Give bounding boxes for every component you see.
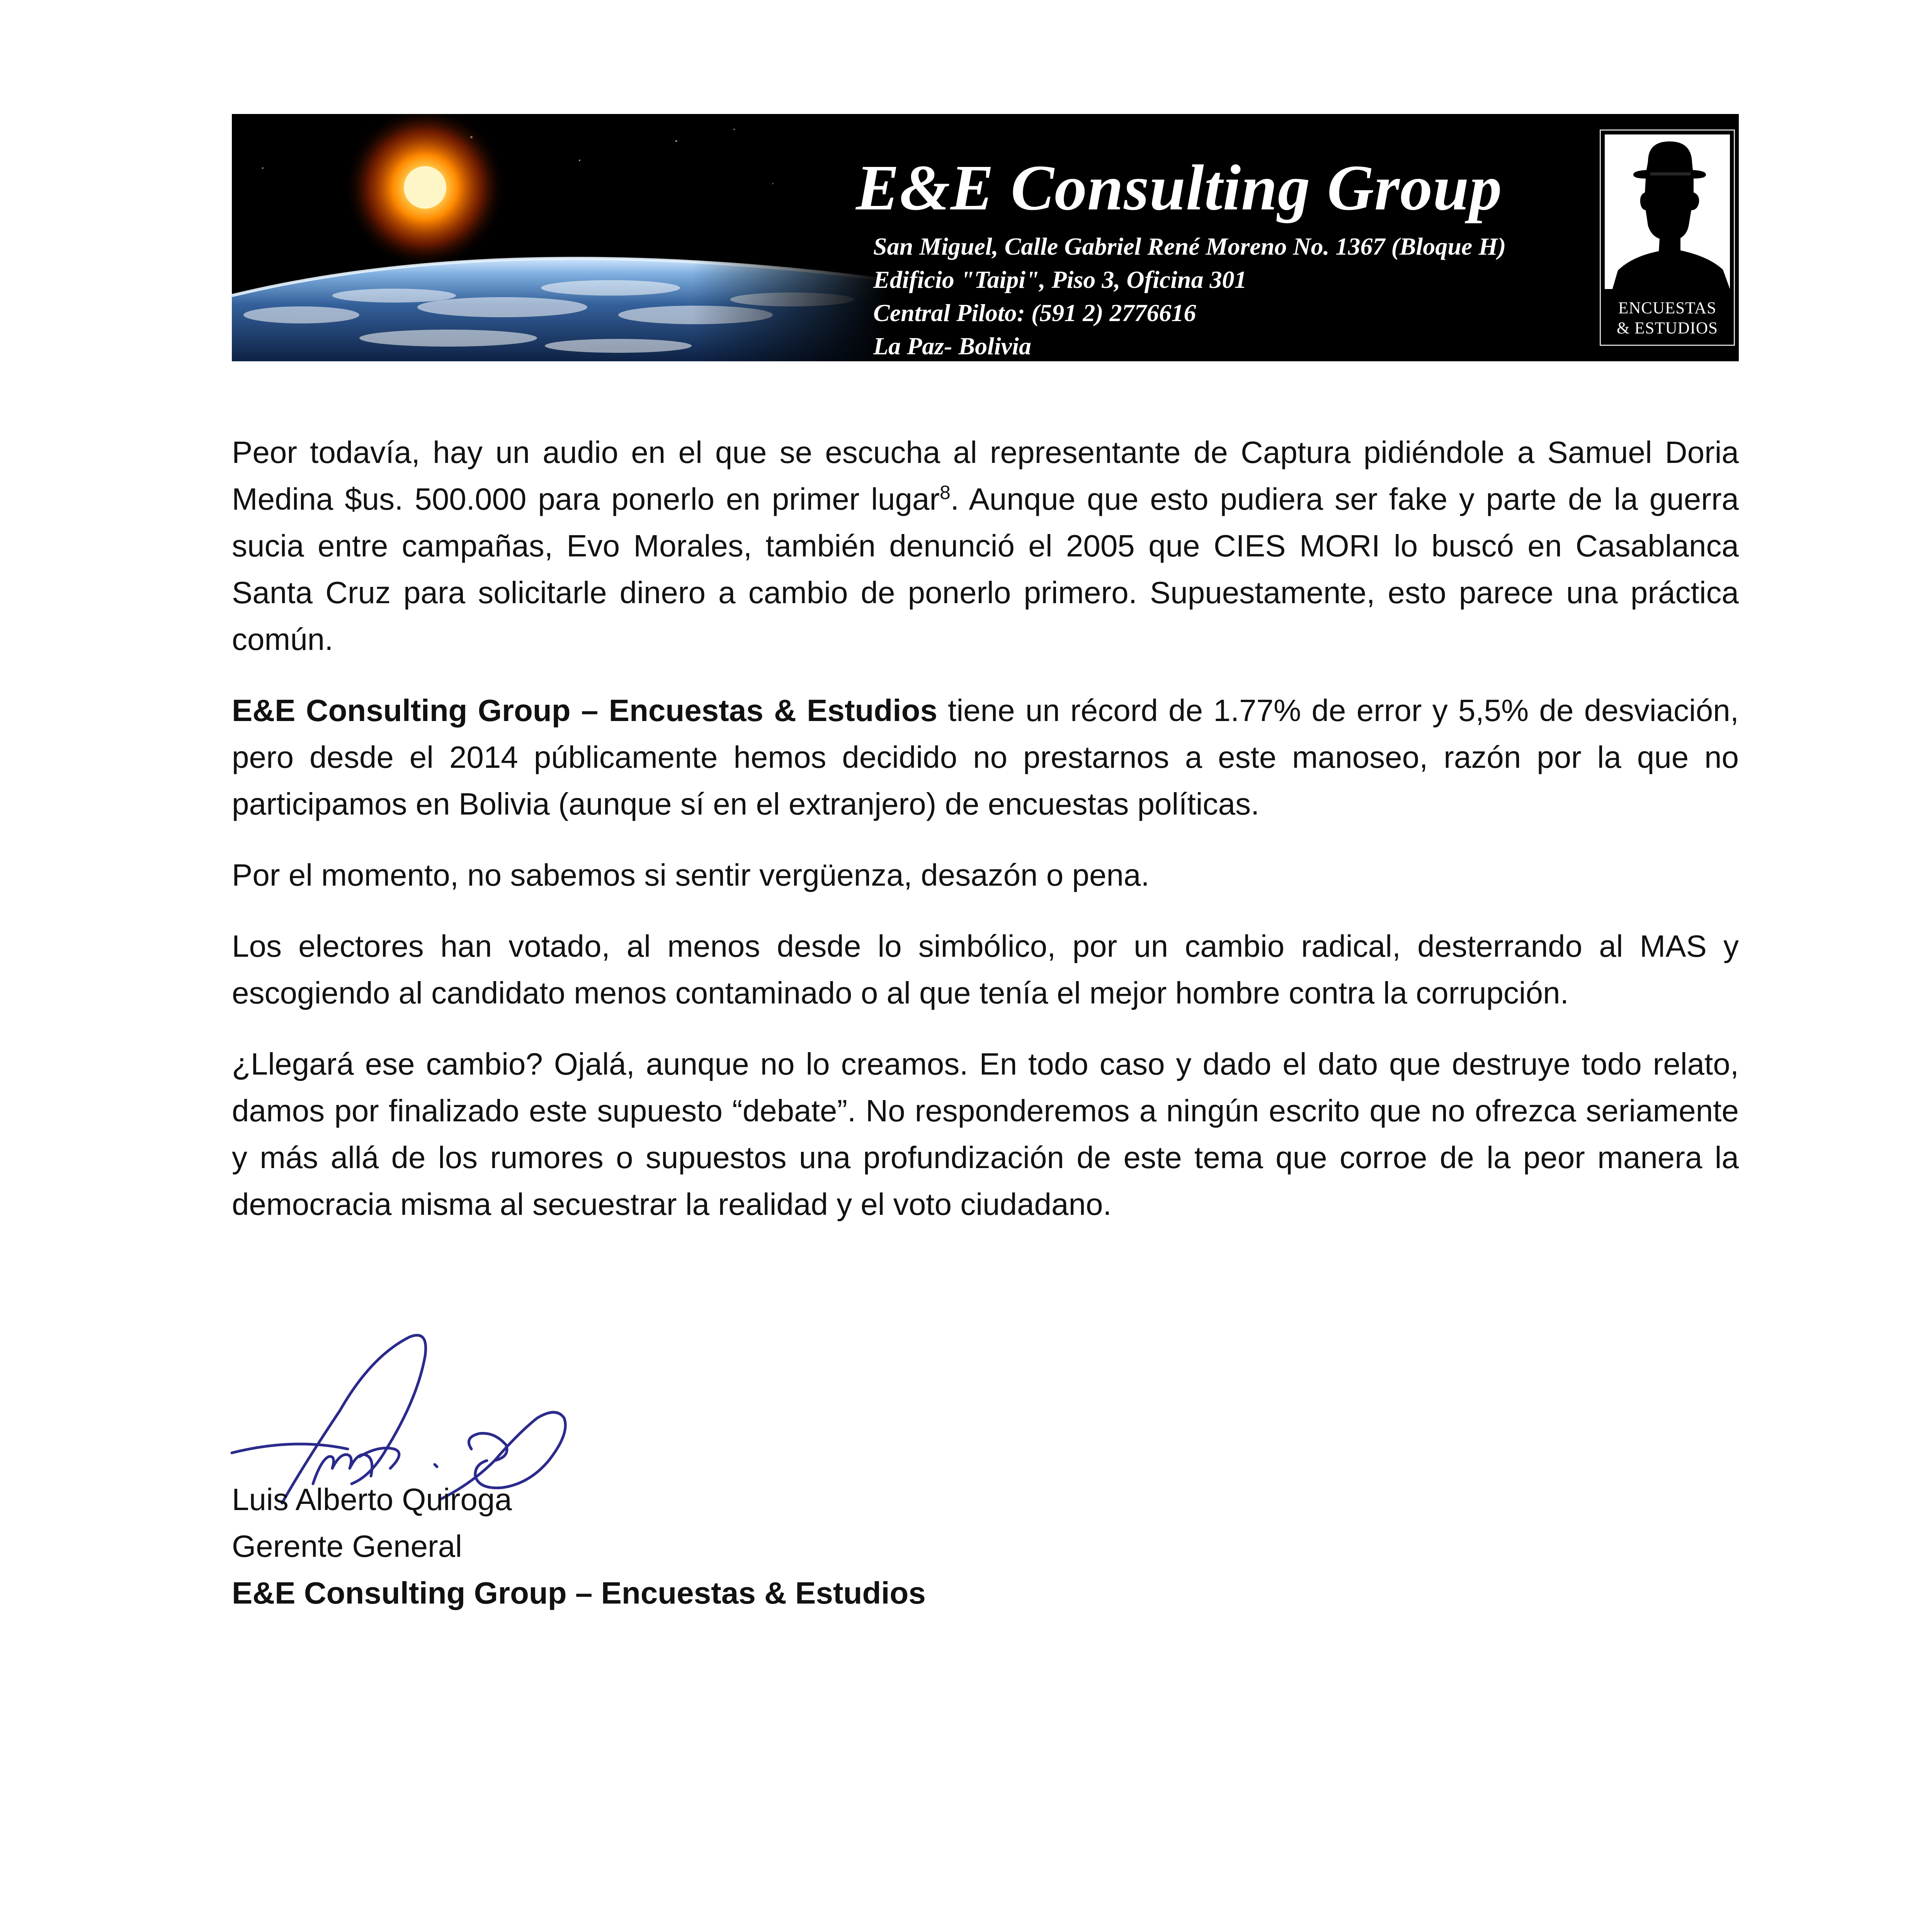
signature-block xyxy=(232,1476,926,1616)
paragraph-text: . Aunque que esto pudiera ser fake y parte de la guerra sucia entre campañas, Evo Morales, también denunció el 2005 que CIES MORI lo buscó en Casablanca Santa Cruz para solicitarle dinero a cambio de ponerlo primero. Supuestamente, esto parece una práctica común. xyxy=(232,482,1739,656)
paragraph-text: Peor todavía, hay un audio en el que se escucha al representante de Captura pidiéndole a Samuel Doria Medina $us. 500.000 para ponerlo en primer lugar xyxy=(232,435,1739,516)
silhouette-bowler-hat-icon xyxy=(1605,134,1730,289)
address-line: La Paz- Bolivia xyxy=(873,332,1031,360)
logo-text-encuestas: ENCUESTAS xyxy=(1618,299,1717,317)
paragraph-text: tiene un récord de 1.77% de error y 5,5% de desviación, pero desde el 2014 públicamente hemos decidido no prestarnos a este manoseo, razón por la que no participamos en Bolivia (aunque sí en el extranjero) de encuestas políticas. xyxy=(232,693,1739,821)
company-name: E&E Consulting Group xyxy=(856,152,1502,224)
company-address xyxy=(873,230,1506,361)
paragraph-feeling: Por el momento, no sabemos si sentir vergüenza, desazón o pena. xyxy=(232,858,1150,892)
letterhead-banner xyxy=(232,114,1739,361)
signer-title: Gerente General xyxy=(232,1529,462,1563)
footnote-reference: 8 xyxy=(939,481,951,503)
paragraph-record xyxy=(232,687,1739,827)
paragraph-electors: Los electores han votado, al menos desde lo simbólico, por un cambio radical, desterrando al MAS y escogiendo al candidato menos contaminado o al que tenía el mejor hombre contra la corrupción. xyxy=(232,929,1739,1010)
letter-body xyxy=(232,429,1739,1252)
signer-organization: E&E Consulting Group – Encuestas & Estudios xyxy=(232,1576,926,1610)
address-line: San Miguel, Calle Gabriel René Moreno No. 1367 (Bloque H) xyxy=(873,233,1506,260)
address-line: Edificio "Taipi", Piso 3, Oficina 301 xyxy=(873,266,1247,293)
paragraph-conclusion: ¿Llegará ese cambio? Ojalá, aunque no lo creamos. En todo caso y dado el dato que destruye todo relato, damos por finalizado este supuesto “debate”. No responderemos a ningún escrito que no ofrezca seriamente y más allá de los rumores o supuestos una profundización de este tema que corroe de la peor manera la democracia misma al secuestrar la realidad y el voto ciudadano. xyxy=(232,1047,1739,1221)
encuestas-logo xyxy=(1600,129,1735,346)
earth-sunrise-image xyxy=(232,114,889,361)
signer-name: Luis Alberto Quiroga xyxy=(232,1482,512,1517)
address-line: Central Piloto: (591 2) 2776616 xyxy=(873,299,1196,327)
logo-text-estudios: & ESTUDIOS xyxy=(1616,319,1718,337)
company-bold-name: E&E Consulting Group – Encuestas & Estudios xyxy=(232,693,937,728)
paragraph-audio xyxy=(232,429,1739,663)
